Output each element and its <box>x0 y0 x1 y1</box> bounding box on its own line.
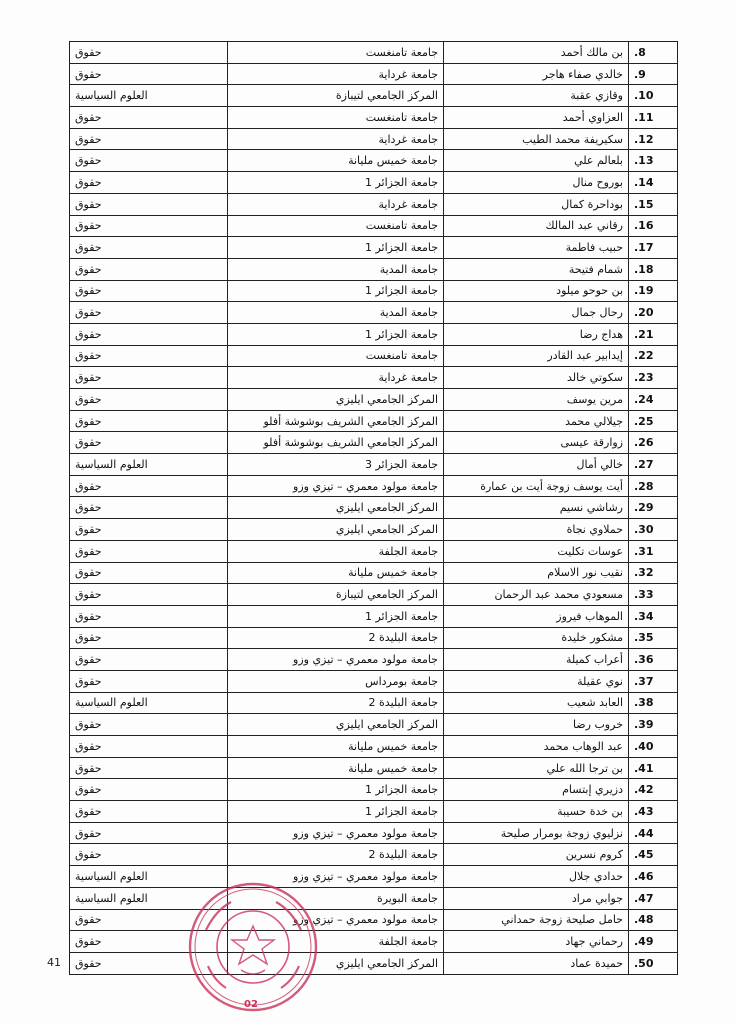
name-cell: زوارقة عيسى <box>444 432 629 454</box>
table-row <box>70 454 678 476</box>
table-row <box>70 909 678 931</box>
table-row <box>70 389 678 411</box>
institution-cell: جامعة تامنغست <box>228 215 444 237</box>
name-cell: سكيريفة محمد الطيب <box>444 128 629 150</box>
name-cell: العزاوي أحمد <box>444 107 629 129</box>
page-number: 41 <box>47 956 61 969</box>
table-row <box>70 736 678 758</box>
table-row <box>70 128 678 150</box>
table-row <box>70 931 678 953</box>
specialty-cell: حقوق <box>70 389 228 411</box>
row-number-cell: .31 <box>629 540 678 562</box>
row-number-cell: .44 <box>629 822 678 844</box>
institution-cell: جامعة البليدة 2 <box>228 844 444 866</box>
row-number-cell: .8 <box>629 42 678 64</box>
specialty-cell: حقوق <box>70 150 228 172</box>
specialty-cell: حقوق <box>70 540 228 562</box>
table-row <box>70 150 678 172</box>
row-number-cell: .10 <box>629 85 678 107</box>
row-number-cell: .9 <box>629 63 678 85</box>
specialty-cell: العلوم السياسية <box>70 887 228 909</box>
specialty-cell: حقوق <box>70 952 228 974</box>
name-cell: خروب رضا <box>444 714 629 736</box>
institution-cell: المركز الجامعي ايليزي <box>228 519 444 541</box>
table-row <box>70 215 678 237</box>
name-cell: مسعودي محمد عبد الرحمان <box>444 584 629 606</box>
specialty-cell: حقوق <box>70 649 228 671</box>
specialty-cell: حقوق <box>70 605 228 627</box>
specialty-cell: حقوق <box>70 801 228 823</box>
institution-cell: جامعة الجزائر 1 <box>228 779 444 801</box>
row-number-cell: .25 <box>629 410 678 432</box>
specialty-cell: حقوق <box>70 822 228 844</box>
table-row <box>70 345 678 367</box>
name-cell: بوداحرة كمال <box>444 193 629 215</box>
institution-cell: المركز الجامعي لتيبازة <box>228 584 444 606</box>
table-row <box>70 519 678 541</box>
table-row <box>70 367 678 389</box>
row-number-cell: .43 <box>629 801 678 823</box>
row-number-cell: .11 <box>629 107 678 129</box>
specialty-cell: حقوق <box>70 562 228 584</box>
row-number-cell: .45 <box>629 844 678 866</box>
specialty-cell: حقوق <box>70 42 228 64</box>
name-cell: رحال جمال <box>444 302 629 324</box>
row-number-cell: .15 <box>629 193 678 215</box>
institution-cell: جامعة غرداية <box>228 63 444 85</box>
institution-cell: جامعة تامنغست <box>228 107 444 129</box>
name-cell: بن حوحو ميلود <box>444 280 629 302</box>
name-cell: نوي عقيلة <box>444 670 629 692</box>
institution-cell: جامعة تامنغست <box>228 345 444 367</box>
row-number-cell: .27 <box>629 454 678 476</box>
row-number-cell: .32 <box>629 562 678 584</box>
name-cell: رشاشي نسيم <box>444 497 629 519</box>
table-row <box>70 193 678 215</box>
row-number-cell: .24 <box>629 389 678 411</box>
institution-cell: جامعة خميس مليانة <box>228 757 444 779</box>
specialty-cell: حقوق <box>70 584 228 606</box>
row-number-cell: .33 <box>629 584 678 606</box>
institution-cell: جامعة الجزائر 1 <box>228 605 444 627</box>
row-number-cell: .37 <box>629 670 678 692</box>
specialty-cell: حقوق <box>70 323 228 345</box>
specialty-cell: حقوق <box>70 302 228 324</box>
name-cell: عوسات تكليت <box>444 540 629 562</box>
institution-cell: المركز الجامعي ايليزي <box>228 952 444 974</box>
table-row <box>70 714 678 736</box>
institution-cell: جامعة الجلفة <box>228 540 444 562</box>
institution-cell: جامعة الجزائر 1 <box>228 280 444 302</box>
specialty-cell: حقوق <box>70 844 228 866</box>
specialty-cell: العلوم السياسية <box>70 454 228 476</box>
institution-cell: جامعة البليدة 2 <box>228 692 444 714</box>
name-cell: هداج رضا <box>444 323 629 345</box>
specialty-cell: حقوق <box>70 172 228 194</box>
name-cell: حميدة عماد <box>444 952 629 974</box>
institution-cell: جامعة مولود معمري – تيزي وزو <box>228 866 444 888</box>
specialty-cell: حقوق <box>70 280 228 302</box>
name-cell: رقاني عبد المالك <box>444 215 629 237</box>
specialty-cell: حقوق <box>70 909 228 931</box>
row-number-cell: .21 <box>629 323 678 345</box>
row-number-cell: .41 <box>629 757 678 779</box>
table-row <box>70 887 678 909</box>
row-number-cell: .42 <box>629 779 678 801</box>
row-number-cell: .49 <box>629 931 678 953</box>
institution-cell: المركز الجامعي ايليزي <box>228 497 444 519</box>
row-number-cell: .30 <box>629 519 678 541</box>
name-cell: جوابي مراد <box>444 887 629 909</box>
institution-cell: المركز الجامعي الشريف بوشوشة أفلو <box>228 432 444 454</box>
table-row <box>70 323 678 345</box>
row-number-cell: .12 <box>629 128 678 150</box>
row-number-cell: .34 <box>629 605 678 627</box>
table-row <box>70 649 678 671</box>
specialty-cell: حقوق <box>70 475 228 497</box>
row-number-cell: .26 <box>629 432 678 454</box>
name-cell: حبيب فاطمة <box>444 237 629 259</box>
specialty-cell: العلوم السياسية <box>70 692 228 714</box>
row-number-cell: .16 <box>629 215 678 237</box>
specialty-cell: حقوق <box>70 193 228 215</box>
stamp-number: 02 <box>244 999 258 1010</box>
specialty-cell: حقوق <box>70 497 228 519</box>
name-cell: نزليوي زوجة بومرار صليحة <box>444 822 629 844</box>
table-row <box>70 302 678 324</box>
row-number-cell: .20 <box>629 302 678 324</box>
name-cell: وقازي عقبة <box>444 85 629 107</box>
specialty-cell: حقوق <box>70 714 228 736</box>
institution-cell: جامعة الجزائر 1 <box>228 323 444 345</box>
table-row <box>70 172 678 194</box>
name-cell: مرين يوسف <box>444 389 629 411</box>
row-number-cell: .13 <box>629 150 678 172</box>
table-row <box>70 779 678 801</box>
table-row <box>70 497 678 519</box>
specialty-cell: حقوق <box>70 410 228 432</box>
table-row <box>70 627 678 649</box>
institution-cell: جامعة مولود معمري – تيزي وزو <box>228 822 444 844</box>
table-row <box>70 692 678 714</box>
institution-cell: جامعة الجزائر 1 <box>228 237 444 259</box>
specialty-cell: حقوق <box>70 63 228 85</box>
name-cell: جيلالي محمد <box>444 410 629 432</box>
institution-cell: جامعة تامنغست <box>228 42 444 64</box>
table-row <box>70 63 678 85</box>
name-cell: شمام فتيحة <box>444 258 629 280</box>
name-cell: أيت يوسف زوجة أيت بن عمارة <box>444 475 629 497</box>
name-cell: دزيري إبتسام <box>444 779 629 801</box>
row-number-cell: .19 <box>629 280 678 302</box>
institution-cell: المركز الجامعي لتيبازة <box>228 85 444 107</box>
institution-cell: جامعة البويرة <box>228 887 444 909</box>
specialty-cell: حقوق <box>70 345 228 367</box>
institution-cell: جامعة الجزائر 1 <box>228 172 444 194</box>
name-cell: نقيب نور الاسلام <box>444 562 629 584</box>
specialty-cell: حقوق <box>70 627 228 649</box>
row-number-cell: .46 <box>629 866 678 888</box>
name-cell: العابد شعيب <box>444 692 629 714</box>
name-cell: بن مالك أحمد <box>444 42 629 64</box>
table-row <box>70 258 678 280</box>
row-number-cell: .48 <box>629 909 678 931</box>
name-cell: كروم نسرين <box>444 844 629 866</box>
table-row <box>70 670 678 692</box>
row-number-cell: .50 <box>629 952 678 974</box>
institution-cell: جامعة البليدة 2 <box>228 627 444 649</box>
institution-cell: جامعة مولود معمري – تيزي وزو <box>228 475 444 497</box>
specialty-cell: حقوق <box>70 670 228 692</box>
name-cell: سكوتي خالد <box>444 367 629 389</box>
name-cell: بن ترجا الله علي <box>444 757 629 779</box>
table-row <box>70 952 678 974</box>
row-number-cell: .29 <box>629 497 678 519</box>
table-row <box>70 540 678 562</box>
row-number-cell: .40 <box>629 736 678 758</box>
table-row <box>70 757 678 779</box>
name-cell: بوروح منال <box>444 172 629 194</box>
table-row <box>70 801 678 823</box>
row-number-cell: .23 <box>629 367 678 389</box>
candidates-table <box>69 41 678 975</box>
row-number-cell: .47 <box>629 887 678 909</box>
name-cell: خالدي صفاء هاجر <box>444 63 629 85</box>
institution-cell: جامعة الجزائر 1 <box>228 801 444 823</box>
specialty-cell: حقوق <box>70 432 228 454</box>
row-number-cell: .39 <box>629 714 678 736</box>
specialty-cell: العلوم السياسية <box>70 85 228 107</box>
institution-cell: جامعة المدية <box>228 302 444 324</box>
table-row <box>70 475 678 497</box>
institution-cell: جامعة خميس مليانة <box>228 562 444 584</box>
table-row <box>70 280 678 302</box>
table-row <box>70 562 678 584</box>
table-row <box>70 584 678 606</box>
institution-cell: المركز الجامعي الشريف بوشوشة أفلو <box>228 410 444 432</box>
specialty-cell: حقوق <box>70 757 228 779</box>
table-row <box>70 85 678 107</box>
specialty-cell: حقوق <box>70 107 228 129</box>
institution-cell: المركز الجامعي ايليزي <box>228 714 444 736</box>
name-cell: الموهاب فيروز <box>444 605 629 627</box>
table-row <box>70 410 678 432</box>
table-row <box>70 237 678 259</box>
specialty-cell: حقوق <box>70 779 228 801</box>
specialty-cell: حقوق <box>70 128 228 150</box>
row-number-cell: .18 <box>629 258 678 280</box>
institution-cell: جامعة بومرداس <box>228 670 444 692</box>
candidates-table-body <box>70 42 678 975</box>
row-number-cell: .38 <box>629 692 678 714</box>
specialty-cell: حقوق <box>70 519 228 541</box>
institution-cell: جامعة الجزائر 3 <box>228 454 444 476</box>
row-number-cell: .28 <box>629 475 678 497</box>
row-number-cell: .36 <box>629 649 678 671</box>
name-cell: حامل صليحة زوجة حمداني <box>444 909 629 931</box>
table-row <box>70 822 678 844</box>
name-cell: حدادي جلال <box>444 866 629 888</box>
table-row <box>70 844 678 866</box>
specialty-cell: حقوق <box>70 931 228 953</box>
institution-cell: المركز الجامعي ايليزي <box>228 389 444 411</box>
institution-cell: جامعة المدية <box>228 258 444 280</box>
table-row <box>70 866 678 888</box>
name-cell: خالي أمال <box>444 454 629 476</box>
institution-cell: جامعة خميس مليانة <box>228 736 444 758</box>
name-cell: أعراب كميلة <box>444 649 629 671</box>
table-row <box>70 42 678 64</box>
specialty-cell: حقوق <box>70 367 228 389</box>
specialty-cell: حقوق <box>70 215 228 237</box>
row-number-cell: .35 <box>629 627 678 649</box>
name-cell: بلعالم علي <box>444 150 629 172</box>
name-cell: مشكور خليدة <box>444 627 629 649</box>
name-cell: حملاوي نجاة <box>444 519 629 541</box>
institution-cell: جامعة غرداية <box>228 367 444 389</box>
name-cell: عبد الوهاب محمد <box>444 736 629 758</box>
institution-cell: جامعة مولود معمري – تيزي وزو <box>228 909 444 931</box>
name-cell: إيدابير عبد القادر <box>444 345 629 367</box>
row-number-cell: .14 <box>629 172 678 194</box>
table-row <box>70 432 678 454</box>
institution-cell: جامعة غرداية <box>228 128 444 150</box>
institution-cell: جامعة الجلفة <box>228 931 444 953</box>
row-number-cell: .22 <box>629 345 678 367</box>
institution-cell: جامعة مولود معمري – تيزي وزو <box>228 649 444 671</box>
institution-cell: جامعة خميس مليانة <box>228 150 444 172</box>
table-row <box>70 107 678 129</box>
name-cell: بن خدة حسيبة <box>444 801 629 823</box>
table-row <box>70 605 678 627</box>
specialty-cell: العلوم السياسية <box>70 866 228 888</box>
specialty-cell: حقوق <box>70 237 228 259</box>
name-cell: رحماني جهاد <box>444 931 629 953</box>
specialty-cell: حقوق <box>70 258 228 280</box>
specialty-cell: حقوق <box>70 736 228 758</box>
row-number-cell: .17 <box>629 237 678 259</box>
institution-cell: جامعة غرداية <box>228 193 444 215</box>
